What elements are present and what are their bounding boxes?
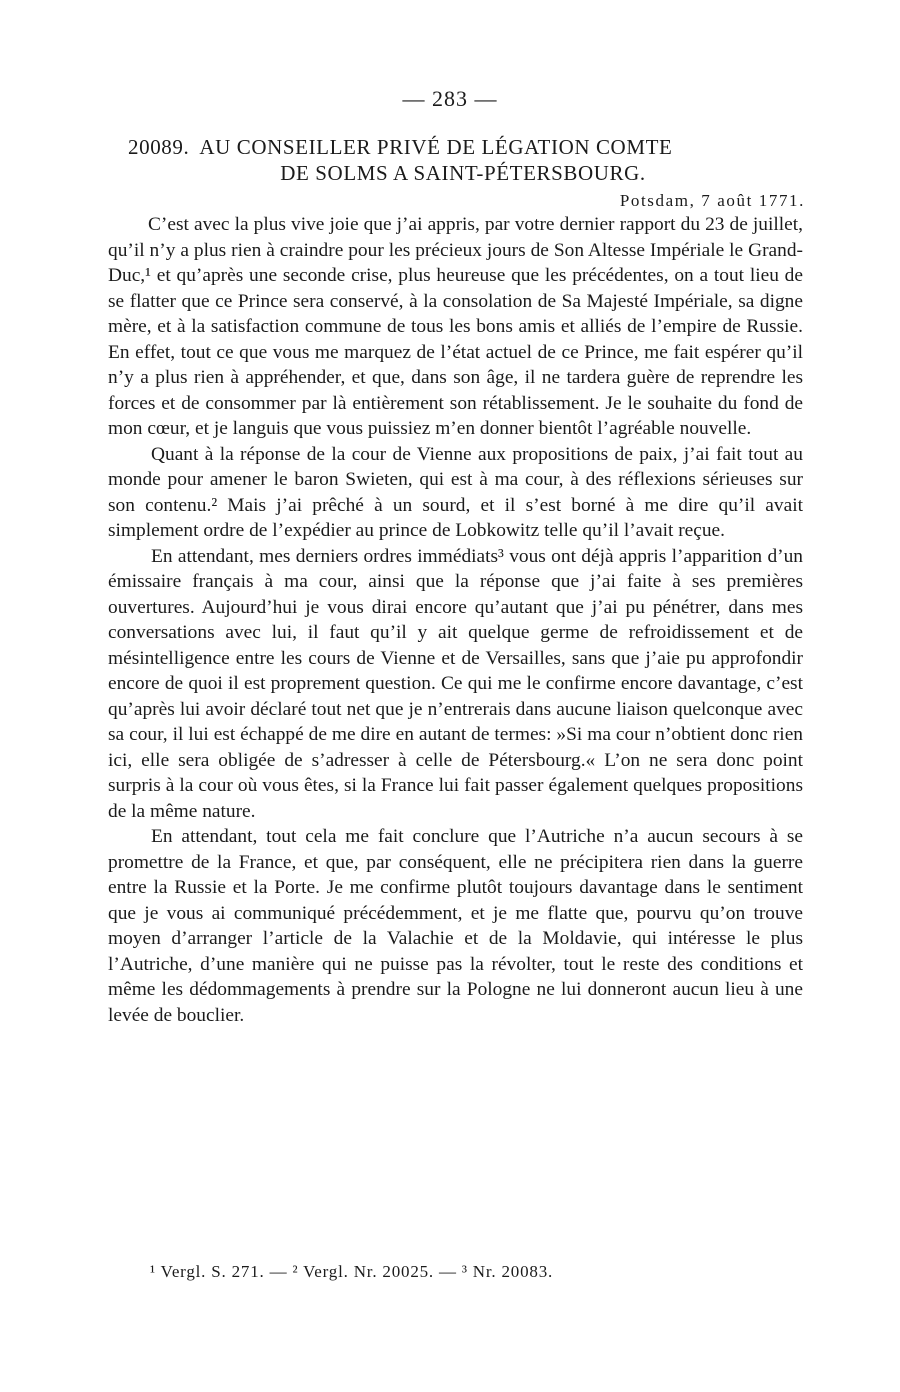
letter-heading [128,134,778,186]
paragraph-2: Quant à la réponse de la cour de Vienne aux propositions de paix, j’ai fait tout au monde pour amener le baron Swieten, qui est à ma cour, à des réflexions sérieuses sur son contenu.² Mais j’ai prêché à un sourd, et il s’est borné à me dire qu’il avait simplement ordre de l’expédier au prince de Lobkowitz telle qu’il l’avait reçue. [108,443,803,541]
footnotes: ¹ Vergl. S. 271. — ² Vergl. Nr. 20025. — ³ Nr. 20083. [150,1262,554,1281]
letter-body [108,212,803,1028]
dateline: Potsdam, 7 août 1771. [619,191,805,210]
letter-number: 20089. [128,135,190,159]
heading-line-2: DE SOLMS A SAINT-PÉTERSBOURG. [280,161,646,185]
paragraph-4: En attendant, tout cela me fait conclure que l’Autriche n’a aucun secours à se promettre de la France, et que, par conséquent, elle ne précipitera rien dans la guerre entre la Russie et la Porte. Je me confirme plutôt toujours davantage dans le sentiment que je vous ai communiqué précédemment, et je me flatte que, pourvu qu’on trouve moyen d’arranger l’article de la Valachie et de la Moldavie, qui intéresse le plus l’Autriche, d’une manière qui ne puisse pas la révolter, tout le reste des conditions et même les dédommagements à prendre sur la Pologne ne lui donneront aucun lieu à une levée de bouclier. [108,826,803,1026]
paragraph-1: C’est avec la plus vive joie que j’ai appris, par votre dernier rapport du 23 de juillet, qu’il n’y a plus rien à craindre pour les précieux jours de Son Altesse Impériale le Grand-Duc,¹ et qu’après une seconde crise, plus heureuse que les précédentes, on a tout lieu de se flatter que ce Prince sera conservé, à la consolation de Sa Majesté Impériale, sa digne mère, et à la satisfaction commune de tous les bons amis et alliés de l’empire de Russie. En effet, tout ce que vous me marquez de l’état actuel de ce Prince, me fait espérer qu’il n’y a plus rien à appréhender, et que, dans son âge, il ne tardera guère de reprendre les forces et de consommer par là entièrement son rétablissement. Je le souhaite du fond de mon cœur, et je languis que vous puissiez m’en donner bientôt l’agréable nouvelle. [108,214,803,439]
page-number: — 283 — [402,86,498,111]
paragraph-3: En attendant, mes derniers ordres immédiats³ vous ont déjà appris l’apparition d’un émissaire français à ma cour, ainsi que la réponse que j’ai faite à ses premières ouvertures. Aujourd’hui je vous dirai encore qu’autant que j’ai pu pénétrer, dans mes conversations avec lui, il faut qu’il y ait quelque germe de refroidissement et de mésintelligence entre les cours de Vienne et de Versailles, sans que j’aie pu approfondir encore de quoi il est proprement question. Ce qui me le confirme encore davantage, c’est qu’après lui avoir déclaré tout net que je n’entrerais dans aucune liaison quelconque avec sa cour, il lui est échappé de me dire en autant de termes: »Si ma cour n’obtient donc rien ici, elle sera obligée de s’adresser à celle de Pétersbourg.« L’on ne sera donc point surpris à la cour où vous êtes, si la France lui fait passer également quelques propositions de la même nature. [108,545,803,822]
heading-line-1: AU CONSEILLER PRIVÉ DE LÉGATION COMTE [199,135,673,159]
